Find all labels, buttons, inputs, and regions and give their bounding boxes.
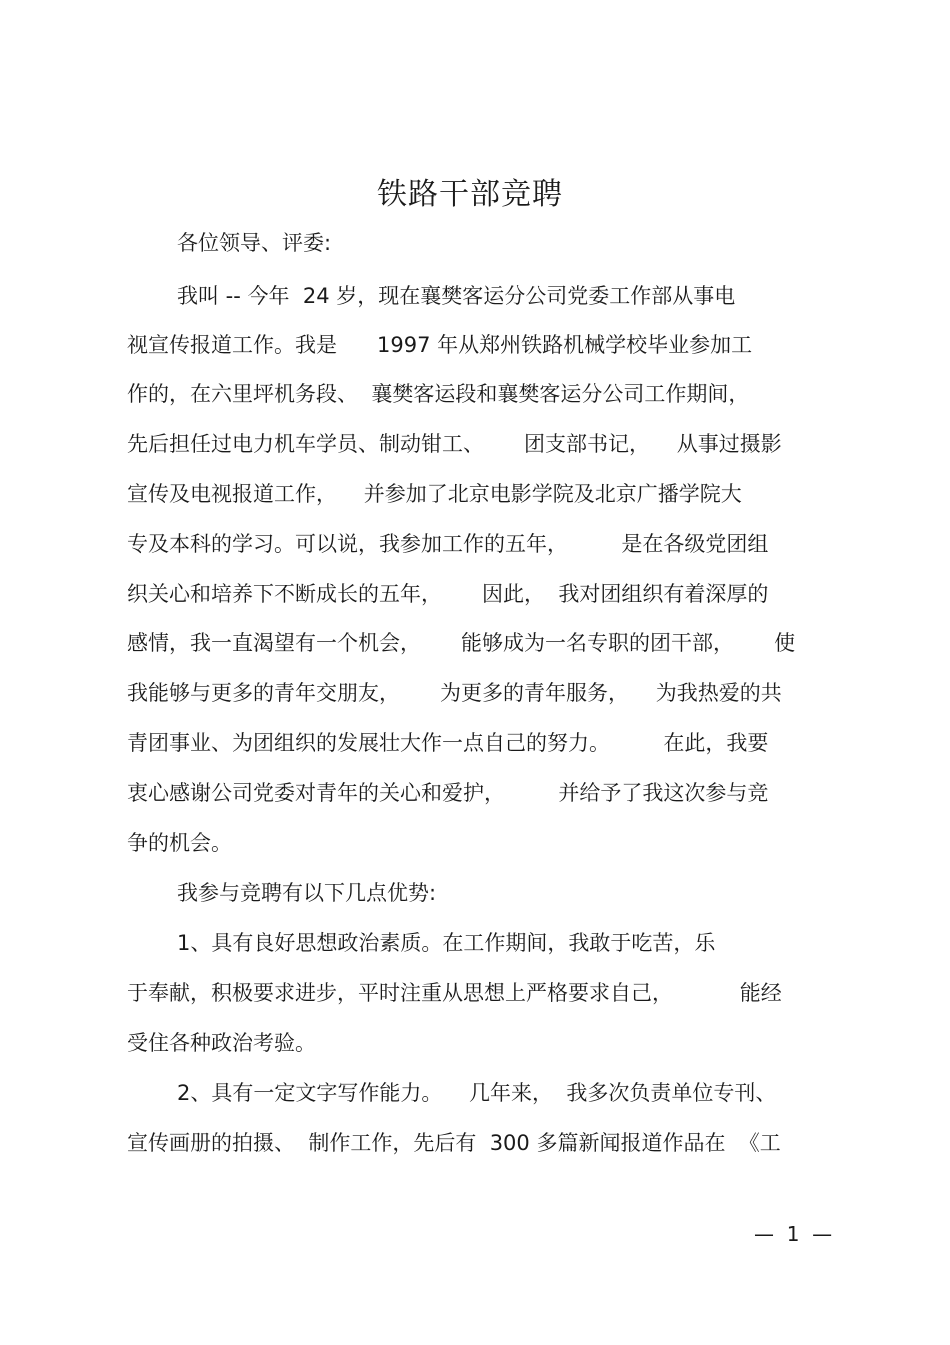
section-heading-line: 我参与竞聘有以下几点优势: bbox=[177, 881, 437, 905]
paragraph-line: 织关心和培养下不断成长的五年， 因此， 我对团组织有着深厚的 bbox=[127, 582, 769, 606]
paragraph-line: 专及本科的学习。可以说，我参加工作的五年， 是在各级党团组 bbox=[127, 532, 769, 556]
list-item-line: 1、具有良好思想政治素质。在工作期间，我敢于吃苦，乐 bbox=[177, 931, 716, 955]
paragraph-line: 作的，在六里坪机务段、 襄樊客运段和襄樊客运分公司工作期间， bbox=[127, 382, 750, 406]
paragraph-line: 青团事业、为团组织的发展壮大作一点自己的努力。 在此，我要 bbox=[127, 731, 769, 755]
paragraph-line: 我能够与更多的青年交朋友， 为更多的青年服务， 为我热爱的共 bbox=[127, 681, 782, 705]
page-number: — 1 — bbox=[754, 1222, 833, 1246]
salutation-line: 各位领导、评委: bbox=[177, 231, 332, 255]
paragraph-line: 先后担任过电力机车学员、制动钳工、 团支部书记， 从事过摄影 bbox=[127, 432, 782, 456]
paragraph-line: 我叫 -- 今年 24 岁，现在襄樊客运分公司党委工作部从事电 bbox=[177, 284, 736, 308]
list-item-line: 于奉献，积极要求进步，平时注重从思想上严格要求自己， 能经 bbox=[127, 981, 782, 1005]
paragraph-line: 争的机会。 bbox=[127, 831, 232, 855]
list-item-line: 宣传画册的拍摄、 制作工作，先后有 300 多篇新闻报道作品在 《工 bbox=[127, 1131, 781, 1155]
paragraph-line: 宣传及电视报道工作， 并参加了北京电影学院及北京广播学院大 bbox=[127, 482, 742, 506]
paragraph-line: 衷心感谢公司党委对青年的关心和爱护， 并给予了我这次参与竞 bbox=[127, 781, 769, 805]
list-item-line: 2、具有一定文字写作能力。 几年来， 我多次负责单位专刊、 bbox=[177, 1081, 777, 1105]
document-title: 铁路干部竞聘 bbox=[377, 177, 563, 212]
list-item-line: 受住各种政治考验。 bbox=[127, 1031, 316, 1055]
paragraph-line: 视宣传报道工作。我是 1997 年从郑州铁路机械学校毕业参加工 bbox=[127, 333, 753, 357]
paragraph-line: 感情，我一直渴望有一个机会， 能够成为一名专职的团干部， 使 bbox=[127, 631, 796, 655]
